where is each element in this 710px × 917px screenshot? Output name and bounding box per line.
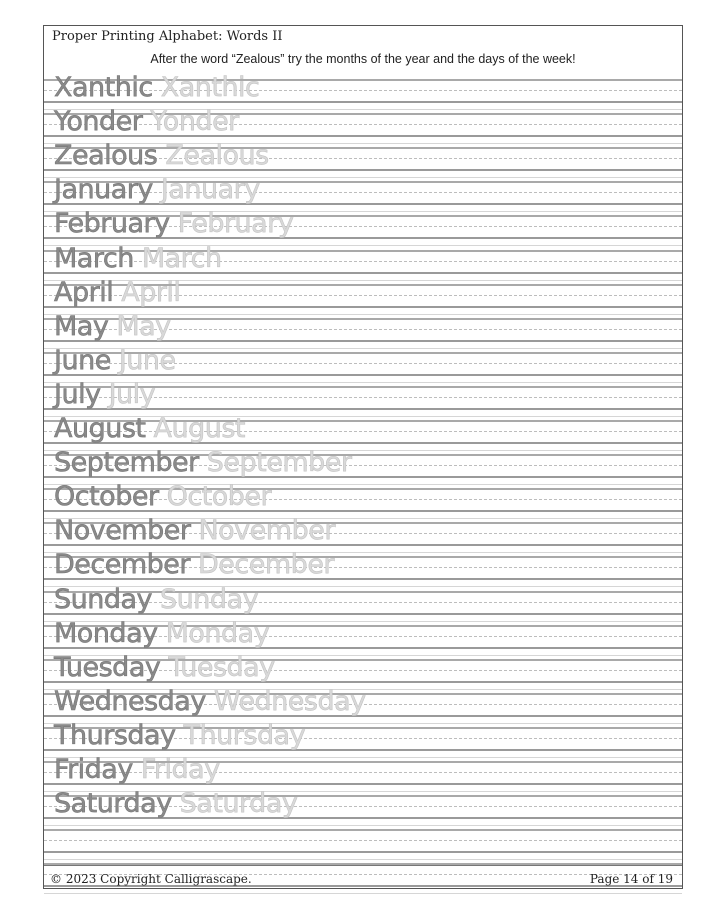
- model-word: Monday: [54, 617, 158, 649]
- model-word: Friday: [54, 754, 133, 785]
- trace-word: Sunday: [160, 583, 259, 615]
- model-word: Zealous: [54, 140, 158, 172]
- trace-word: June: [118, 344, 176, 376]
- copyright-text: © 2023 Copyright Calligrascape.: [50, 872, 252, 886]
- model-word: June: [54, 344, 111, 376]
- model-word: April: [54, 276, 114, 308]
- trace-word: Saturday: [179, 788, 298, 820]
- trace-word: Xanthic: [160, 72, 260, 103]
- model-word: September: [54, 447, 199, 479]
- trace-word: Wednesday: [213, 685, 366, 717]
- trace-word: August: [153, 413, 245, 444]
- model-word: August: [54, 413, 146, 444]
- trace-word: December: [198, 549, 335, 581]
- model-word: February: [54, 208, 170, 240]
- trace-word: April: [121, 276, 181, 308]
- trace-word: October: [166, 481, 272, 513]
- model-word: Saturday: [54, 788, 172, 820]
- model-word: March: [54, 242, 134, 274]
- instruction-text: After the word “Zealous” try the months of the year and the days of the week!: [150, 52, 576, 66]
- model-word: Wednesday: [54, 685, 206, 717]
- model-word: Thursday: [54, 719, 176, 751]
- trace-word: September: [206, 447, 352, 479]
- model-word: Sunday: [54, 583, 153, 615]
- trace-word: Thursday: [183, 719, 306, 751]
- model-word: July: [54, 378, 101, 410]
- model-word: Tuesday: [54, 651, 161, 683]
- page-frame: [43, 25, 683, 889]
- trace-word: Tuesday: [168, 651, 275, 683]
- trace-word: Monday: [165, 617, 270, 649]
- trace-word: Friday: [140, 754, 220, 785]
- footer-divider: [44, 865, 682, 866]
- page-number: Page 14 of 19: [589, 872, 673, 886]
- model-word: December: [54, 549, 191, 581]
- model-word: Xanthic: [54, 72, 153, 103]
- trace-word: March: [141, 242, 222, 274]
- guide-line: [44, 893, 682, 894]
- model-word: Yonder: [54, 106, 143, 138]
- model-word: October: [54, 481, 159, 513]
- trace-word: February: [177, 208, 294, 240]
- model-word: January: [54, 174, 153, 206]
- trace-word: May: [116, 310, 171, 342]
- model-word: May: [54, 310, 109, 342]
- trace-word: January: [160, 174, 260, 206]
- model-word: November: [54, 515, 191, 547]
- trace-word: Yonder: [150, 106, 239, 138]
- page-title: Proper Printing Alphabet: Words II: [52, 29, 283, 44]
- trace-word: Zealous: [165, 140, 269, 172]
- trace-word: July: [108, 378, 156, 410]
- trace-word: November: [198, 515, 335, 547]
